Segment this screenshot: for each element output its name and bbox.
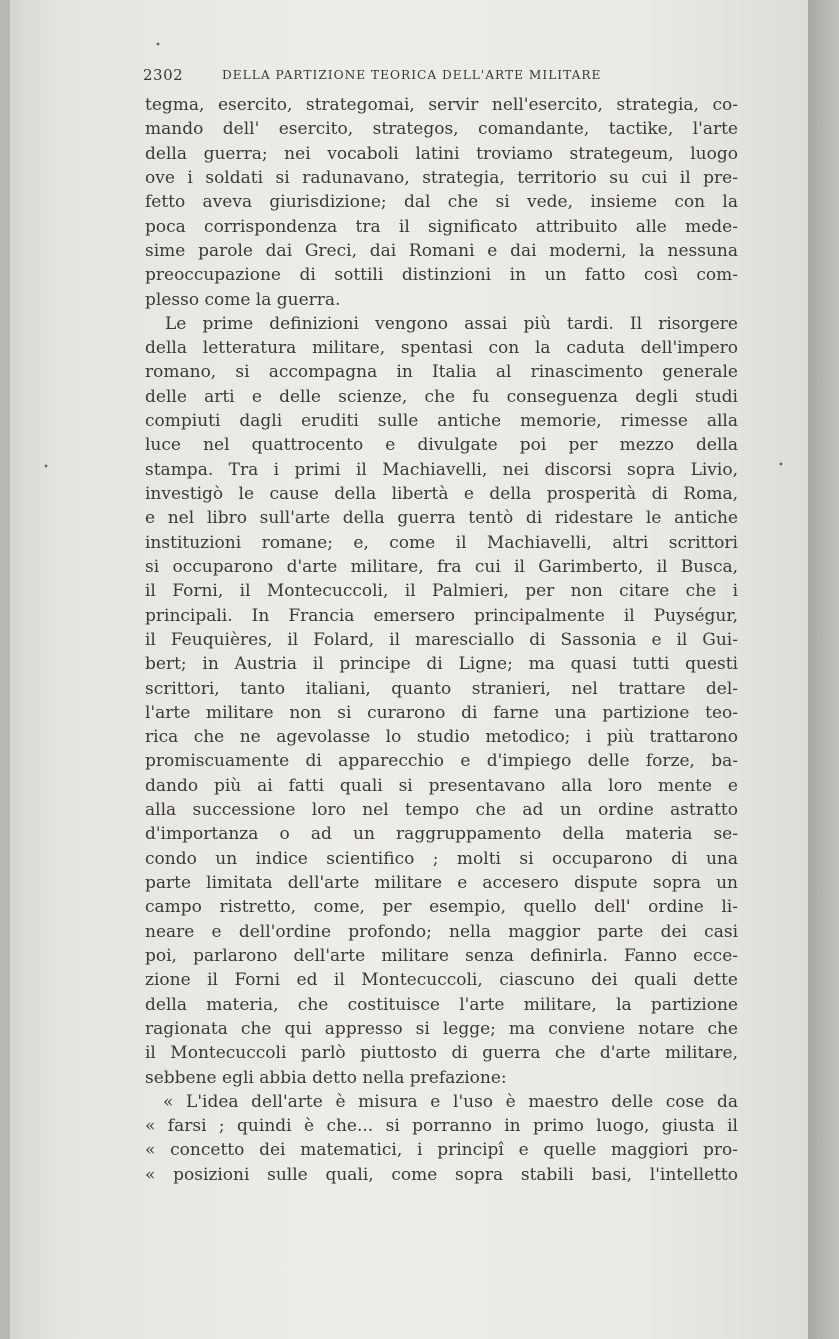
- body-text: [145, 93, 738, 1187]
- text-line: promiscuamente di apparecchio e d'impiego delle forze, ba-: [145, 751, 738, 772]
- text-line: stampa. Tra i primi il Machiavelli, nei discorsi sopra Livio,: [145, 459, 738, 480]
- quote-line: « concetto dei matematici, i principî e quelle maggiori pro-: [145, 1140, 738, 1161]
- page-edge-shadow: [808, 0, 839, 1339]
- text-line: scrittori, tanto italiani, quanto stranieri, nel trattare del-: [145, 678, 738, 699]
- text-line: l'arte militare non si curarono di farne una partizione teo-: [145, 702, 738, 723]
- text-line: luce nel quattrocento e divulgate poi per mezzo della: [145, 435, 738, 456]
- text-line: dando più ai fatti quali si presentavano alla loro mente e: [145, 775, 738, 796]
- text-line: sebbene egli abbia detto nella prefazione:: [145, 1067, 507, 1088]
- text-line: Le prime definizioni vengono assai più tardi. Il risorgere: [165, 313, 738, 334]
- text-line: della guerra; nei vocaboli latini troviamo strategeum, luogo: [145, 143, 738, 164]
- quote-line: « posizioni sulle quali, come sopra stabili basi, l'intelletto: [145, 1164, 738, 1185]
- text-line: mando dell' esercito, strategos, comandante, tactike, l'arte: [145, 119, 738, 140]
- text-line: poca corrispondenza tra il significato attribuito alle mede-: [145, 216, 738, 237]
- text-line: instituzioni romane; e, come il Machiavelli, altri scrittori: [145, 532, 738, 553]
- text-line: e nel libro sull'arte della guerra tentò di ridestare le antiche: [145, 508, 738, 529]
- text-line: d'importanza o ad un raggruppamento della materia se-: [145, 824, 738, 845]
- text-line: neare e dell'ordine profondo; nella maggior parte dei casi: [145, 921, 738, 942]
- text-line: alla successione loro nel tempo che ad un ordine astratto: [145, 800, 738, 821]
- running-title: DELLA PARTIZIONE TEORICA DELL'ARTE MILITARE: [222, 68, 602, 82]
- text-line: romano, si accompagna in Italia al rinascimento generale: [145, 362, 738, 383]
- text-line: plesso come la guerra.: [145, 289, 341, 310]
- text-line: tegma, esercito, strategomai, servir nell'esercito, strategia, co-: [145, 95, 738, 115]
- ink-speck: •: [155, 40, 161, 51]
- text-line: parte limitata dell'arte militare e accesero dispute sopra un: [145, 873, 738, 893]
- quote-line: « L'idea dell'arte è misura e l'uso è maestro delle cose da: [163, 1091, 738, 1112]
- text-line: il Forni, il Montecuccoli, il Palmieri, per non citare che i: [145, 581, 738, 602]
- text-line: zione il Forni ed il Montecuccoli, ciascuno dei quali dette: [145, 970, 738, 991]
- text-line: rica che ne agevolasse lo studio metodico; i più trattarono: [145, 727, 738, 748]
- ink-speck: •: [43, 462, 49, 473]
- text-line: fetto aveva giurisdizione; dal che si vede, insieme con la: [145, 192, 738, 213]
- text-line: preoccupazione di sottili distinzioni in un fatto così com-: [145, 265, 738, 286]
- page-number: 2302: [143, 66, 184, 84]
- quote-line: « farsi ; quindi è che... si porranno in primo luogo, giusta il: [145, 1116, 738, 1137]
- text-line: bert; in Austria il principe di Ligne; ma quasi tutti questi: [145, 654, 738, 675]
- text-line: campo ristretto, come, per esempio, quello dell' ordine li-: [145, 897, 738, 918]
- text-line: si occuparono d'arte militare, fra cui il Garimberto, il Busca,: [145, 556, 738, 577]
- text-line: principali. In Francia emersero principalmente il Puységur,: [145, 605, 738, 626]
- text-line: ragionata che qui appresso si legge; ma conviene notare che: [145, 1018, 738, 1039]
- ink-speck: •: [778, 460, 784, 471]
- text-line: poi, parlarono dell'arte militare senza definirla. Fanno ecce-: [145, 945, 738, 966]
- text-line: ove i soldati si radunavano, strategia, territorio su cui il pre-: [145, 167, 738, 188]
- text-line: compiuti dagli eruditi sulle antiche memorie, rimesse alla: [145, 411, 738, 432]
- text-line: sime parole dai Greci, dai Romani e dai moderni, la nessuna: [145, 240, 738, 261]
- text-line: delle arti e delle scienze, che fu conseguenza degli studi: [145, 386, 738, 407]
- text-line: condo un indice scientifico ; molti si occuparono di una: [145, 848, 738, 869]
- text-line: investigò le cause della libertà e della prosperità di Roma,: [145, 484, 738, 504]
- text-line: il Montecuccoli parlò piuttosto di guerra che d'arte militare,: [145, 1043, 738, 1064]
- text-line: della letteratura militare, spentasi con la caduta dell'impero: [145, 338, 738, 359]
- text-line: della materia, che costituisce l'arte militare, la partizione: [145, 994, 738, 1015]
- text-line: il Feuquières, il Folard, il maresciallo di Sassonia e il Gui-: [145, 629, 738, 650]
- running-head: [143, 66, 738, 88]
